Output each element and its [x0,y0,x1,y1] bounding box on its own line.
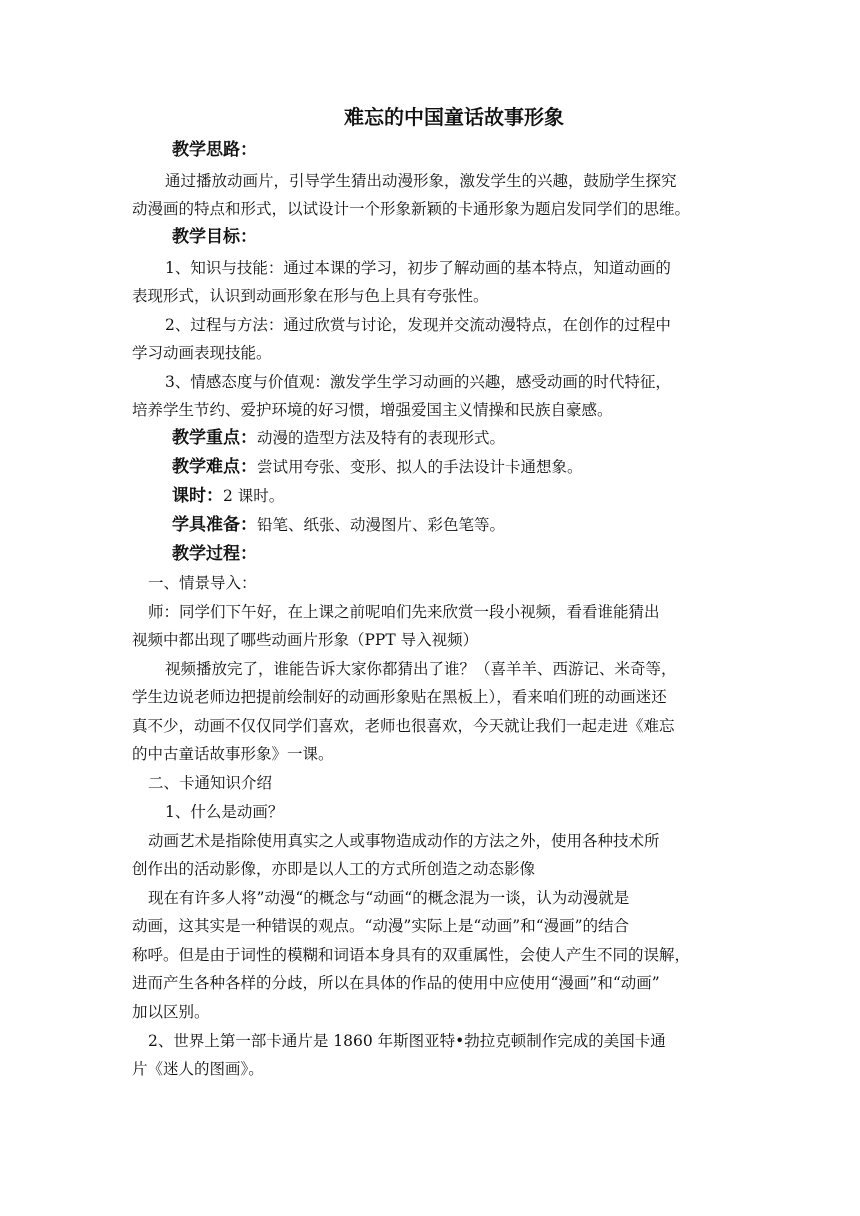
heading-teaching-goals: 教学目标： [172,227,257,247]
paragraph-line: 进而产生各种各样的分歧，所以在具体的作品的使用中应使用“漫画”和“动画” [132,974,660,992]
paragraph-line: 3、情感态度与价值观：激发学生学习动画的兴趣，感受动画的时代特征， [165,373,671,391]
section-heading: 二、卡通知识介绍 [148,774,273,792]
paragraph-line: 2、世界上第一部卡通片是 1860 年斯图亚特•勃拉克顿制作完成的美国卡通 [148,1032,666,1050]
paragraph-line: 师：同学们下午好，在上课之前呢咱们先来欣赏一段小视频，看看谁能猜出 [148,603,660,621]
materials-row [172,514,772,536]
class-hours-text: 2 课时。 [223,487,285,505]
paragraph-line: 动漫画的特点和形式，以试设计一个形象新颖的卡通形象为题启发同学们的思维。 [132,200,691,218]
materials-text: 铅笔、纸张、动漫图片、彩色笔等。 [257,516,506,534]
paragraph-line: 视频中都出现了哪些动画片形象（PPT 导入视频） [132,631,479,649]
paragraph-line: 动画，这其实是一种错误的观点。“动漫”实际上是“动画”和“漫画”的结合 [132,917,630,935]
document-title: 难忘的中国童话故事形象 [344,105,564,129]
paragraph-line: 表现形式，认识到动画形象在形与色上具有夸张性。 [132,287,489,305]
paragraph-line: 创作出的活动影像，亦即是以人工的方式所创造之动态影像 [132,860,536,878]
paragraph-line: 1、知识与技能：通过本课的学习，初步了解动画的基本特点，知道动画的 [165,259,671,277]
key-points-label: 教学重点： [172,428,257,448]
paragraph-line: 视频播放完了，谁能告诉大家你都猜出了谁？（喜羊羊、西游记、米奇等， [165,660,677,678]
paragraph-line: 学生边说老师边把提前绘制好的动画形象贴在黑板上），看来咱们班的动画迷还 [132,688,667,706]
paragraph-line: 动画艺术是指除使用真实之人或事物造成动作的方法之外，使用各种技术所 [148,832,660,850]
key-points-row [172,427,772,449]
paragraph-line: 加以区别。 [132,1003,210,1021]
paragraph-line: 的中古童话故事形象》一课。 [132,745,334,763]
paragraph-line: 称呼。但是由于词性的模糊和词语本身具有的双重属性，会使人产生不同的误解， [132,946,691,964]
class-hours-row [172,485,772,507]
paragraph-line: 学习动画表现技能。 [132,344,272,362]
difficulty-text: 尝试用夸张、变形、拟人的手法设计卡通想象。 [257,458,583,476]
subsection-heading: 1、什么是动画？ [165,803,284,821]
paragraph-line: 现在有许多人将”动漫“的概念与“动画“的概念混为一谈，认为动漫就是 [148,889,630,907]
section-heading: 一、情景导入： [148,574,257,592]
heading-teaching-thinking: 教学思路： [172,140,257,160]
paragraph-line: 2、过程与方法：通过欣赏与讨论，发现并交流动漫特点，在创作的过程中 [165,316,671,334]
class-hours-label: 课时： [172,486,223,506]
paragraph-line: 片《迷人的图画》。 [132,1060,264,1078]
key-points-text: 动漫的造型方法及特有的表现形式。 [257,429,506,447]
paragraph-line: 通过播放动画片，引导学生猜出动漫形象，激发学生的兴趣，鼓励学生探究 [165,172,677,190]
heading-teaching-process: 教学过程： [172,544,257,564]
difficulty-row [172,456,772,478]
difficulty-label: 教学难点： [172,457,257,477]
materials-label: 学具准备： [172,515,257,535]
paragraph-line: 培养学生节约、爱护环境的好习惯，增强爱国主义情操和民族自豪感。 [132,401,613,419]
paragraph-line: 真不少，动画不仅仅同学们喜欢，老师也很喜欢，今天就让我们一起走进《难忘 [132,717,675,735]
